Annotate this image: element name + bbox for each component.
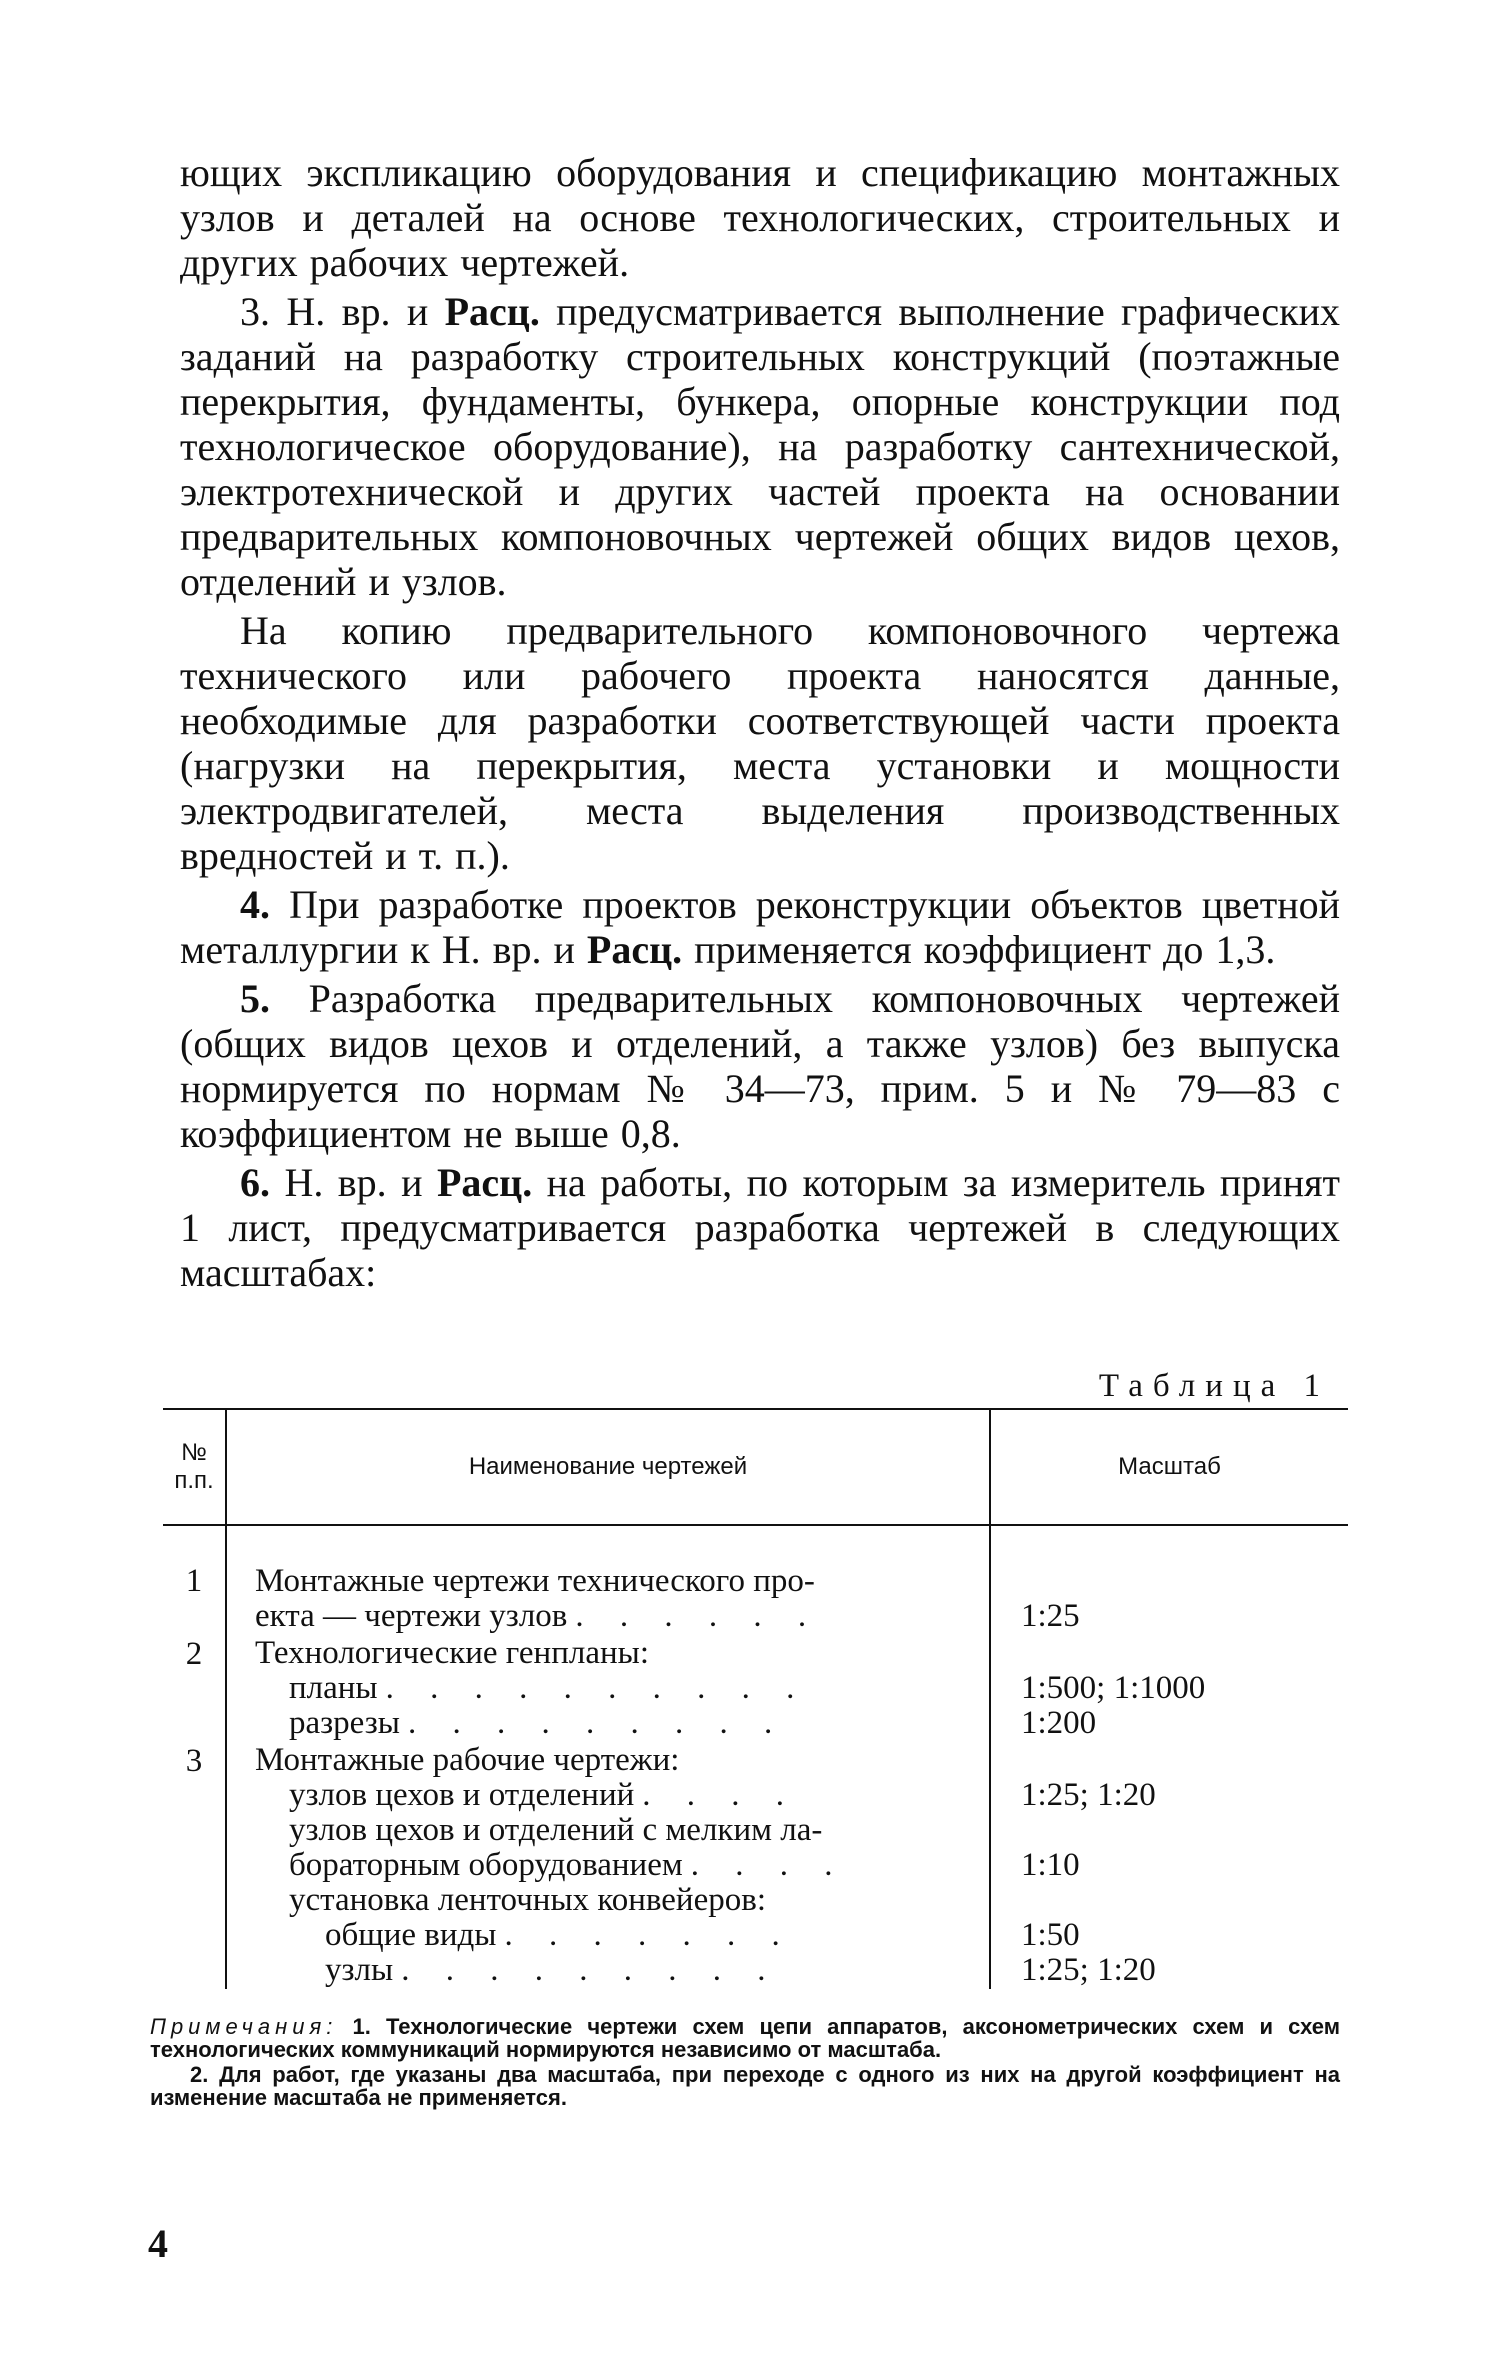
row-text: Технологические генпланы: (255, 1635, 649, 1671)
note-1 (150, 2015, 1340, 2061)
paragraph-6 (180, 1160, 1340, 1295)
row-scale (990, 1742, 1348, 1989)
paragraph-text: на работы, по которым за измеритель принят 1 лист, предусматривается разработка чертежей в следующих масштабах: (180, 1160, 1340, 1295)
row-label: общие виды (325, 1917, 497, 1953)
table-row (163, 1635, 1348, 1742)
row-name (226, 1742, 990, 1989)
scale-value: 1:10 (1021, 1847, 1080, 1883)
row-number: 1 (163, 1525, 226, 1635)
paragraph-3 (180, 289, 1340, 604)
bold-term: Расц. (586, 927, 683, 972)
paragraph-text: Н. вр. и (270, 1160, 437, 1205)
leader-dots: . . . . (690, 1848, 847, 1883)
item-number: 6. (240, 1160, 270, 1205)
row-text (255, 1848, 988, 1883)
row-label: узлов цехов и отделений (289, 1777, 635, 1813)
header-name: Наименование чертежей (226, 1409, 990, 1525)
paragraph-text: предусматривается выполнение графических заданий на разработку строительных конструкций (поэтажные перекрытия, фундаменты, бункера, опорные конструкции под технологическое оборудование), на разработку сантехнической, электротехнической и других частей проекта на основании предварительных компоновочных чертежей общих видов цехов, отделений и узлов. (180, 289, 1340, 604)
row-text (255, 1671, 988, 1706)
item-number: 4. (240, 882, 270, 927)
header-scale: Масштаб (990, 1409, 1348, 1525)
scale-value: 1:50 (1021, 1917, 1080, 1953)
table-row (163, 1742, 1348, 1989)
row-text: установка ленточных конвейеров: (289, 1882, 766, 1918)
row-label: екта — чертежи узлов (255, 1598, 568, 1634)
row-name (226, 1635, 990, 1742)
main-text (180, 150, 1340, 1295)
row-label: планы (289, 1670, 378, 1706)
item-number: 3. (240, 289, 270, 334)
leader-dots: . . . . . . . (504, 1918, 794, 1953)
paragraph-text: применяется коэффициент до 1,3. (682, 927, 1276, 972)
row-scale (990, 1635, 1348, 1742)
table-header-row (163, 1409, 1348, 1525)
paragraph-3-continued: На копию предварительного компоновочного чертежа технического или рабочего проекта наносятся данные, необходимые для разработки соответствующей части проекта (нагрузки на перекрытия, места установки и мощности электродвигателей, места выделения производственных вредностей и т. п.). (180, 608, 1340, 878)
scale-value: 1:25; 1:20 (1021, 1777, 1156, 1813)
scale-value: 1:25; 1:20 (1021, 1952, 1156, 1988)
leader-dots: . . . . . . . . . . (385, 1671, 809, 1706)
table-notes (150, 2015, 1340, 2109)
paragraph-text: Разработка предварительных компоновочных чертежей (общих видов цехов и отделений, а также узлов) без выпуска нормируется по нормам № 34—73, прим. 5 и № 79—83 с коэффициентом не выше 0,8. (180, 976, 1340, 1156)
notes-label: Примечания: (150, 2014, 338, 2039)
header-number: № п.п. (163, 1409, 226, 1525)
leader-dots: . . . . . . . . . (407, 1706, 787, 1741)
row-text: Монтажные чертежи технического про- (255, 1563, 815, 1599)
row-scale (990, 1525, 1348, 1635)
row-label: узлы (325, 1952, 394, 1988)
note-2: 2. Для работ, где указаны два масштаба, при переходе с одного из них на другой коэффициент на изменение масштаба не применяется. (150, 2062, 1340, 2110)
row-text (255, 1778, 988, 1813)
row-number: 2 (163, 1635, 226, 1742)
paragraph-4 (180, 882, 1340, 972)
row-label: разрезы (289, 1705, 400, 1741)
row-text: Монтажные рабочие чертежи: (255, 1742, 680, 1778)
paragraph-text: Н. вр. и (270, 289, 445, 334)
scale-value: 1:25 (1021, 1598, 1080, 1634)
row-text (255, 1918, 988, 1953)
paragraph-text: При разработке проектов реконструкции объектов цветной металлургии к Н. вр. и (180, 882, 1340, 972)
bold-term: Расц. (436, 1160, 533, 1205)
scale-table (163, 1408, 1338, 1989)
row-number: 3 (163, 1742, 226, 1989)
scale-value: 1:500; 1:1000 (1021, 1670, 1206, 1706)
table-row (163, 1525, 1348, 1635)
paragraph-continuation: ющих экспликацию оборудования и спецификацию монтажных узлов и деталей на основе технологических, строительных и других рабочих чертежей. (180, 150, 1340, 285)
bold-term: Расц. (444, 289, 540, 334)
item-number: 5. (240, 976, 270, 1021)
row-label: бораторным оборудованием (289, 1847, 683, 1883)
paragraph-5 (180, 976, 1340, 1156)
leader-dots: . . . . . . . . . (401, 1953, 780, 1988)
table-caption: Таблица 1 (1098, 1368, 1330, 1404)
row-text: узлов цехов и отделений с мелким ла- (289, 1812, 823, 1848)
note-text: 1. Технологические чертежи схем цепи аппаратов, аксонометрических схем и схем технологических коммуникаций нормируются независимо от масштаба. (150, 2014, 1340, 2062)
row-text (255, 1953, 988, 1988)
row-name (226, 1525, 990, 1635)
page-number: 4 (148, 2221, 168, 2266)
leader-dots: . . . . . . (575, 1599, 821, 1634)
leader-dots: . . . . (642, 1778, 799, 1813)
scale-value: 1:200 (1021, 1705, 1097, 1741)
row-text (255, 1599, 988, 1634)
row-text (255, 1706, 988, 1741)
